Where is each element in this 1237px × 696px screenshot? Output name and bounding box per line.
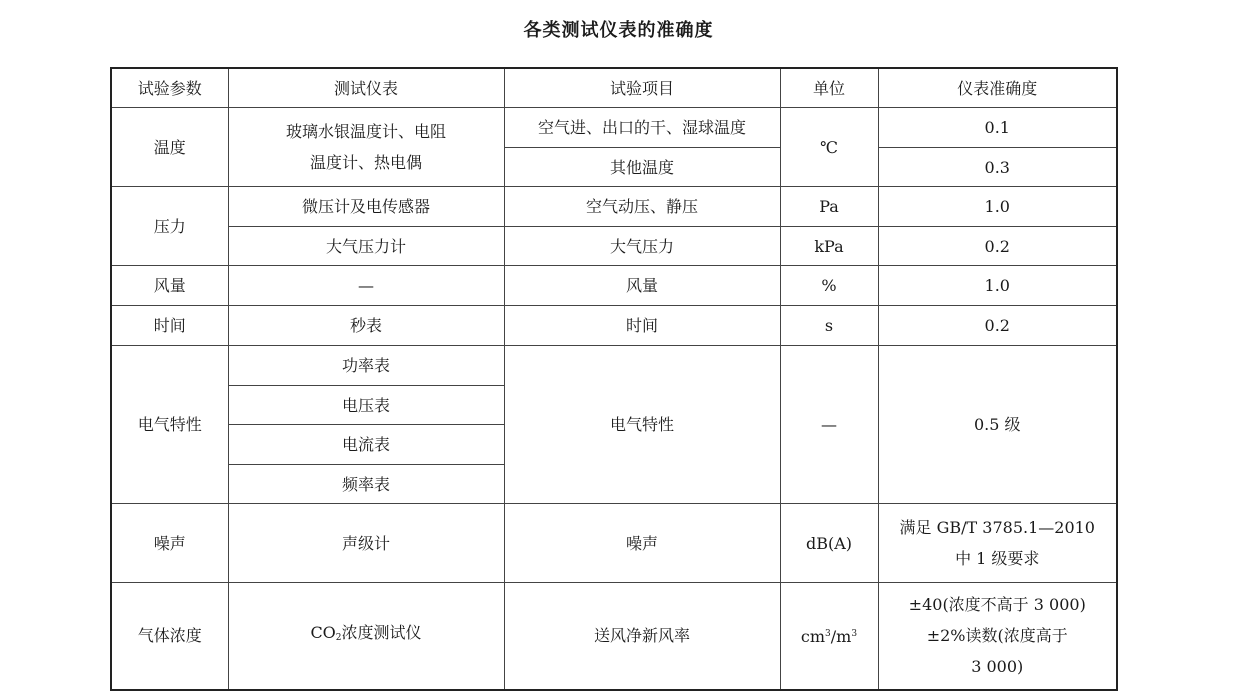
instrument-cell xyxy=(228,108,504,187)
accuracy-line: ±40(浓度不高于 3 000) xyxy=(908,595,1086,615)
instrument-cell: 大气压力计 xyxy=(228,227,504,266)
header-cell: 试验参数 xyxy=(111,68,228,108)
instrument-cell: 微压计及电传感器 xyxy=(228,187,504,227)
item-cell: 时间 xyxy=(504,306,780,346)
accuracy-line: 3 000) xyxy=(971,657,1024,677)
accuracy-cell: 0.3 xyxy=(878,148,1117,187)
item-cell: 噪声 xyxy=(504,504,780,583)
unit-part: /m xyxy=(830,627,852,647)
param-cell: 电气特性 xyxy=(111,346,228,504)
table-row xyxy=(111,227,1117,266)
item-cell: 送风净新风率 xyxy=(504,583,780,690)
param-cell: 时间 xyxy=(111,306,228,346)
accuracy-cell: 0.1 xyxy=(878,108,1117,148)
co2-text: CO xyxy=(310,623,336,643)
header-cell: 试验项目 xyxy=(504,68,780,108)
unit-cell: — xyxy=(780,346,878,504)
accuracy-cell xyxy=(878,504,1117,583)
unit-cell: dB(A) xyxy=(780,504,878,583)
accuracy-line: 中 1 级要求 xyxy=(955,549,1040,568)
header-row xyxy=(111,68,1117,108)
param-cell: 压力 xyxy=(111,187,228,266)
table-row xyxy=(111,504,1117,583)
unit-cell: % xyxy=(780,266,878,306)
accuracy-line: 满足 GB/T 3785.1—2010 xyxy=(899,518,1095,537)
accuracy-cell: 0.2 xyxy=(878,306,1117,346)
table-row xyxy=(111,266,1117,306)
unit-cell: s xyxy=(780,306,878,346)
accuracy-cell: 1.0 xyxy=(878,266,1117,306)
table-row xyxy=(111,583,1117,690)
instrument-cell: 功率表 xyxy=(228,346,504,386)
instrument-line: 玻璃水银温度计、电阻 xyxy=(285,122,446,141)
table-title: 各类测试仪表的准确度 xyxy=(523,20,714,41)
param-cell: 温度 xyxy=(111,108,228,187)
instrument-cell: 电流表 xyxy=(228,425,504,465)
unit-cell xyxy=(780,583,878,690)
instrument-cell: 声级计 xyxy=(228,504,504,583)
item-cell: 电气特性 xyxy=(504,346,780,504)
accuracy-table xyxy=(110,67,1118,691)
item-cell: 其他温度 xyxy=(504,148,780,187)
header-cell: 测试仪表 xyxy=(228,68,504,108)
item-cell: 空气进、出口的干、湿球温度 xyxy=(504,108,780,148)
accuracy-cell: 0.2 xyxy=(878,227,1117,266)
item-cell: 空气动压、静压 xyxy=(504,187,780,227)
param-cell: 噪声 xyxy=(111,504,228,583)
param-cell: 风量 xyxy=(111,266,228,306)
instrument-cell xyxy=(228,583,504,690)
header-cell: 单位 xyxy=(780,68,878,108)
co2-subscript: 2 xyxy=(335,633,342,644)
unit-superscript: 3 xyxy=(851,629,858,640)
instrument-cell: — xyxy=(228,266,504,306)
instrument-cell: 秒表 xyxy=(228,306,504,346)
header-cell: 仪表准确度 xyxy=(878,68,1117,108)
unit-cell: ℃ xyxy=(780,108,878,187)
accuracy-cell xyxy=(878,583,1117,690)
item-cell: 大气压力 xyxy=(504,227,780,266)
unit-superscript: 3 xyxy=(825,629,831,640)
instrument-cell: 电压表 xyxy=(228,386,504,425)
unit-cell: Pa xyxy=(780,187,878,227)
accuracy-line: ±2%读数(浓度高于 xyxy=(926,626,1068,646)
instrument-cell: 频率表 xyxy=(228,465,504,504)
accuracy-cell: 0.5 级 xyxy=(878,346,1117,504)
unit-part: cm xyxy=(800,627,826,647)
instrument-label: 浓度测试仪 xyxy=(341,623,422,643)
accuracy-cell: 1.0 xyxy=(878,187,1117,227)
param-cell: 气体浓度 xyxy=(111,583,228,690)
table-row xyxy=(111,187,1117,227)
table-row xyxy=(111,108,1117,148)
item-cell: 风量 xyxy=(504,266,780,306)
table-row xyxy=(111,306,1117,346)
unit-cell: kPa xyxy=(780,227,878,266)
instrument-line: 温度计、热电偶 xyxy=(309,153,422,172)
table-row xyxy=(111,346,1117,386)
